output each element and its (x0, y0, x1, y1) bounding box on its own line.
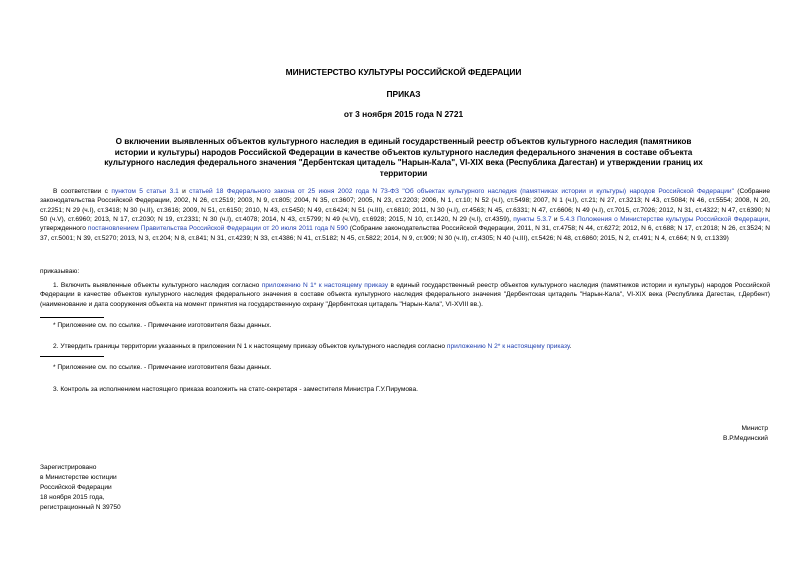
item-text: 1. Включить выявленные объекты культурного наследия согласно (53, 282, 262, 289)
ministry-heading: МИНИСТЕРСТВО КУЛЬТУРЫ РОССИЙСКОЙ ФЕДЕРАЦИИ (285, 67, 522, 77)
appendix-1-link[interactable]: приложению N 1* к настоящему приказу (261, 282, 389, 289)
order-item-3: 3. Контроль за исполнением настоящего приказа возложить на статс-секретаря - заместителя Министра Г.У.Пирумова. (53, 386, 418, 393)
ordered-word: приказываю: (40, 268, 80, 275)
law-article-link-2[interactable]: статьей 18 Федерального закона от 25 июня 2002 года N 73-ФЗ "Об объектах культурного наследия (памятниках истории и культуры) народов Российской Федерации" (189, 188, 734, 195)
preamble-paragraph (40, 187, 770, 243)
date-number-heading: от 3 ноября 2015 года N 2721 (343, 109, 464, 119)
registration-line: 18 ноября 2015 года, (40, 494, 105, 501)
preamble-text: (Собрание законодательства Российской Федерации, 2002, N 26, ст.2519; 2003, N 9, ст.805; 2004, N 35, ст.3607; 2005, N 23, ст.2203; 2006, N 1, ст.10; N 52 (ч.I), ст.5498; 2007, N 1 (ч.I), ст.21; N 27, ст.3213; N 43, ст.5084; N 46, ст.5554; 2008, N 20, ст.2251; N 29 (ч.I), ст.3418; N 30 (ч.II), ст.3616; 2009, N 51, ст.6150; 2010, N 43, ст.5450; N 49, ст.6424; N 51 (ч.III), ст.6810; 2011, N 30 (ч.I), ст.4563; N 45, ст.6331; N 47, ст.6606; N 49 (ч.I), ст.7015, ст.7026; 2012, N 31, ст.4322; N 47, ст.6390; N 50 (ч.V), ст.6960; 2013, N 17, ст.2030; N 19, ст.2331; N 30 (ч.I), ст.4078; 2014, N 43, ст.5799; N 49 (ч.VI), ст.6928; 2015, N 10, ст.1420, N 29 (ч.I), ст.4359), (40, 188, 770, 224)
regulation-point-link-2[interactable]: 5.4.3 Положения о Министерстве культуры Российской Федерации (559, 216, 769, 224)
registration-line: в Министерстве юстиции (40, 474, 117, 481)
government-decree-link[interactable]: постановлением Правительства Российской Федерации от 20 июля 2011 года N 590 (87, 225, 348, 233)
item-text: . (569, 343, 572, 350)
footnote-2: * Приложение см. по ссылке. - Примечание изготовителя базы данных. (53, 364, 272, 371)
preamble-text: , утвержденного (40, 216, 770, 233)
preamble-text: и (178, 188, 190, 195)
appendix-2-link[interactable]: приложению N 2* к настоящему приказу (446, 343, 570, 350)
signer-position: Министр (741, 425, 768, 432)
footnote-divider (40, 317, 104, 318)
order-item-1 (40, 281, 770, 309)
signer-name: В.Р.Мединский (722, 435, 768, 442)
regulation-point-link-1[interactable]: пункты 5.3.7 (513, 216, 552, 224)
footnote-divider (40, 356, 104, 357)
footnote-1: * Приложение см. по ссылке. - Примечание изготовителя базы данных. (53, 322, 272, 329)
item-text: в единый государственный реестр объектов культурного наследия (памятников истории и культуры) народов Российской Федерации в качестве объектов культурного наследия федерального значения в составе объекта культурного наследия федерального значения "Дербентская цитадель "Нарын-Кала", VI-XIX века (Республика Дагестан, г.Дербент) (наименование и дата сооружения объекта на момент принятия на государственную охрану "Дербентская цитадель "Нарын-Кала", VI-XVIII вв.). (40, 282, 771, 308)
law-article-link-1[interactable]: пунктом 5 статьи 3.1 (111, 188, 179, 195)
order-item-2 (40, 342, 770, 351)
preamble-text: (Собрание законодательства Российской Федерации, 2011, N 31, ст.4758; N 44, ст.6272; 2012, N 6, ст.688; N 17, ст.2018; N 26, ст.3524; N 37, ст.5001; N 39, ст.5270; 2013, N 3, ст.204; N 8, ст.841; N 31, ст.4239; N 33, ст.4386; N 41, ст.5182; N 45, ст.5822; 2014, N 9, ст.909; N 30 (ч.II), ст.4305; N 40 (ч.III), ст.5426; N 48, ст.6860; 2015, N 2, ст.491; N 4, ст.664; N 9, ст.1339) (40, 225, 771, 242)
preamble-text: В соответствии с (53, 188, 112, 195)
registration-line: Российской Федерации (40, 484, 112, 491)
document-title: О включении выявленных объектов культурного наследия в единый государственный реестр объектов культурного наследия (памятников истории и культуры) народов Российской Федерации в качестве объектов культурного наследия федерального значения в составе объекта культурного наследия федерального значения "Дербентская цитадель "Нарын-Кала", VI-XIX века (Республика Дагестан) и утверждении границ их территории (104, 137, 703, 178)
document-type-heading: ПРИКАЗ (386, 89, 421, 99)
registration-block (40, 463, 240, 513)
registration-line: регистрационный N 39750 (40, 504, 121, 511)
preamble-text: и (551, 216, 560, 224)
item-text: 2. Утвердить границы территории указанных в приложении N 1 к настоящему приказу объектов культурного наследия согласно (53, 343, 447, 350)
registration-line: Зарегистрировано (40, 464, 97, 471)
